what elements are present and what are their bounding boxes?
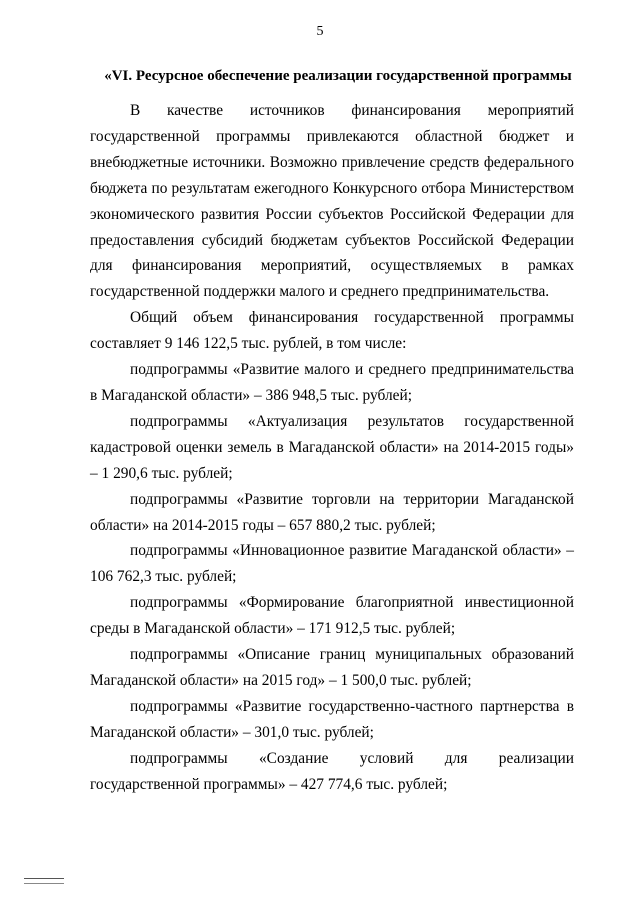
list-item-subprogram: подпрограммы «Развитие торговли на территории Магаданской области» на 2014-2015 годы – 657 880,2 тыс. рублей; [90, 490, 574, 534]
list-item-subprogram: подпрограммы «Формирование благоприятной инвестиционной среды в Магаданской области» – 171 912,5 тыс. рублей; [90, 594, 574, 638]
paragraph-total-funding: Общий объем финансирования государственной программы составляет 9 146 122,5 тыс. рублей, в том числе: [90, 309, 574, 353]
list-item-subprogram: подпрограммы «Описание границ муниципальных образований Магаданской области» на 2015 год» – 1 500,0 тыс. рублей; [90, 646, 574, 689]
list-item-subprogram: подпрограммы «Развитие государственно-частного партнерства в Магаданской области» – 301,0 тыс. рублей; [90, 697, 574, 741]
footer-rule [24, 878, 64, 879]
list-item-subprogram: подпрограммы «Инновационное развитие Магаданской области» – 106 762,3 тыс. рублей; [90, 542, 574, 586]
list-item-subprogram: подпрограммы «Актуализация результатов государственной кадастровой оценки земель в Магаданской области» на 2014-2015 годы» – 1 290,6 тыс. рублей; [90, 412, 574, 482]
page-number: 5 [316, 24, 324, 39]
paragraph-funding-sources: В качестве источников финансирования мероприятий государственной программы привлекаются областной бюджет и внебюджетные источники. Возможно привлечение средств федерального бюджета по результатам ежегодного Конкурсного отбора Министерством экономического развития России субъектов Российской Федерации для предоставления субсидий бюджетам субъектов Российской Федерации для финансирования мероприятий, осуществляемых в рамках государственной поддержки малого и среднего предпринимательства. [90, 102, 574, 301]
document-body [90, 98, 574, 797]
list-item-subprogram: подпрограммы «Развитие малого и среднего предпринимательства в Магаданской области» – 386 948,5 тыс. рублей; [90, 361, 574, 404]
section-heading: «VI. Ресурсное обеспечение реализации государственной программы [104, 68, 572, 84]
list-item-subprogram: подпрограммы «Создание условий для реализации государственной программы» – 427 774,6 тыс. рублей; [90, 749, 574, 793]
